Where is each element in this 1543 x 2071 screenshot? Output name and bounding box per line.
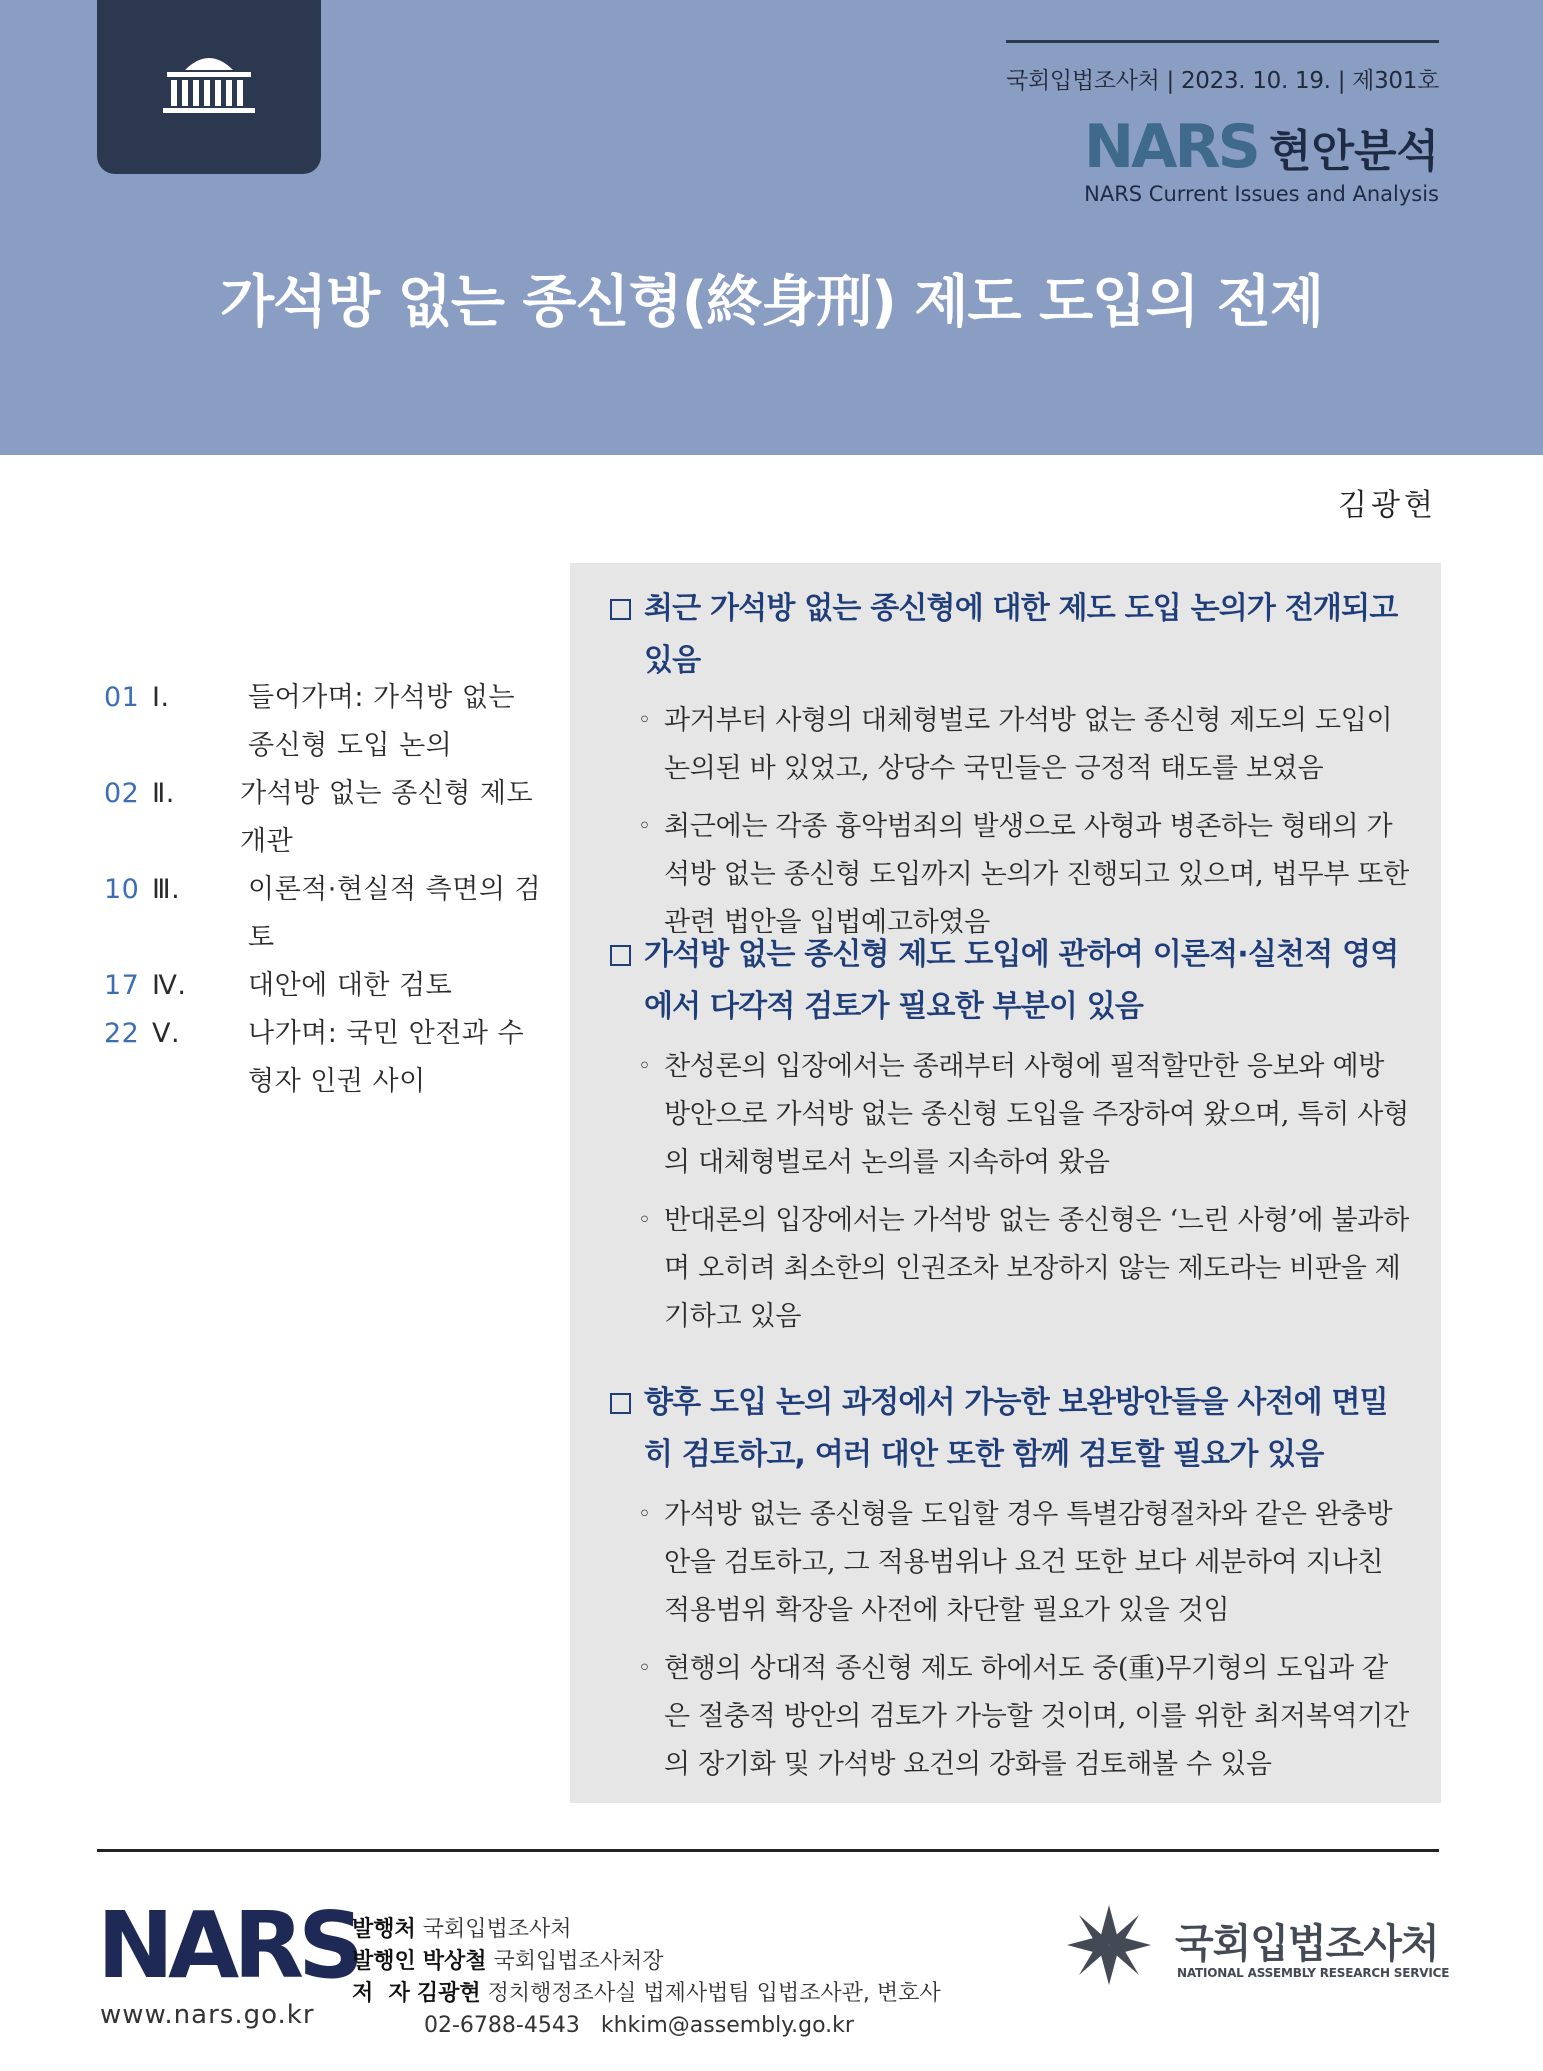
toc-item-label: 가석방 없는 종신형 제도 개관 <box>240 778 534 857</box>
summary-bullet-text: 가석방 없는 종신형을 도입할 경우 특별감형절차와 같은 완충방안을 검토하고, 그 적용범위나 요건 또한 보다 세분하여 지나친 적용범위 확장을 사전에 차단할 필요가 있을 것임 <box>664 1499 1393 1626</box>
issuer-name: 박상철 <box>422 1949 487 1974</box>
section-heading <box>610 929 1410 1033</box>
writer-title: 정치행정조사실 법제사법팀 입법조사관, 변호사 <box>487 1981 941 2006</box>
footer-nars-logo: NARS <box>97 1892 359 1999</box>
section-heading-text: 가석방 없는 종신형 제도 도입에 관하여 이론적·실천적 영역에서 다각적 검토가 필요한 부분이 있음 <box>644 937 1399 1024</box>
toc-roman-numeral: Ⅰ. <box>152 682 170 713</box>
toc-roman-numeral: Ⅱ. <box>152 778 175 809</box>
nars-brand-logo: NARS <box>1083 112 1258 182</box>
summary-bullet-text: 최근에는 각종 흉악범죄의 발생으로 사형과 병존하는 형태의 가석방 없는 종신형 도입까지 논의가 진행되고 있으며, 법무부 또한 관련 법안을 입법예고하였음 <box>664 811 1409 938</box>
meta-rule <box>1006 40 1439 43</box>
writer-name: 김광현 <box>416 1981 481 2006</box>
website-link[interactable]: www.nars.go.kr <box>100 2000 315 2030</box>
summary-section <box>610 583 1410 947</box>
issuer-title: 국회입법조사처장 <box>493 1949 664 1974</box>
summary-bullet <box>610 697 1410 793</box>
bullet-circle-icon: ◦ <box>638 1502 651 1527</box>
section-heading <box>610 583 1410 687</box>
toc-item-label: 나가며: 국민 안전과 수형자 인권 사이 <box>248 1018 525 1097</box>
writer-label: 저 자 <box>352 1981 410 2006</box>
nars-emblem-icon <box>1059 1900 1159 1990</box>
summary-bullet <box>610 1491 1410 1635</box>
toc-item-label: 대안에 대한 검토 <box>248 970 453 1001</box>
checkbox-square-icon <box>610 945 631 966</box>
table-of-contents <box>104 674 544 1106</box>
toc-roman-numeral: Ⅴ. <box>152 1018 181 1049</box>
toc-item[interactable] <box>104 1010 544 1106</box>
summary-section <box>610 1377 1410 1789</box>
section-heading-text: 향후 도입 논의 과정에서 가능한 보완방안들을 사전에 면밀히 검토하고, 여러 대안 또한 함께 검토할 필요가 있음 <box>644 1385 1388 1472</box>
header-banner <box>0 0 1543 455</box>
summary-bullet <box>610 803 1410 947</box>
author-name: 김광현 <box>1338 488 1437 523</box>
toc-roman-numeral: Ⅲ. <box>152 874 181 905</box>
issuer-label: 발행인 <box>352 1949 416 1974</box>
toc-item[interactable] <box>104 962 544 1010</box>
toc-item[interactable] <box>104 770 544 866</box>
summary-box <box>570 563 1441 1803</box>
brand-subtitle: NARS Current Issues and Analysis <box>1084 182 1439 206</box>
toc-item-label: 들어가며: 가석방 없는 종신형 도입 논의 <box>248 682 515 761</box>
institution-logo <box>1059 1900 1450 1990</box>
bullet-circle-icon: ◦ <box>638 1208 651 1233</box>
assembly-building-icon <box>145 40 273 120</box>
contact-info: 02-6788-4543 khkim@assembly.go.kr <box>424 2013 854 2038</box>
toc-roman-numeral: Ⅳ. <box>152 970 187 1001</box>
bullet-circle-icon: ◦ <box>638 814 651 839</box>
header-tab <box>97 0 321 174</box>
toc-item[interactable] <box>104 674 544 770</box>
publisher-label: 발행처 <box>352 1917 416 1942</box>
institution-name-en: NATIONAL ASSEMBLY RESEARCH SERVICE <box>1177 1966 1450 1980</box>
bullet-circle-icon: ◦ <box>638 1656 651 1681</box>
writer-row <box>352 1978 941 2010</box>
publisher-row <box>352 1914 941 1946</box>
checkbox-square-icon <box>610 599 631 620</box>
summary-bullet-text: 찬성론의 입장에서는 종래부터 사형에 필적할만한 응보와 예방 방안으로 가석방 없는 종신형 도입을 주장하여 왔으며, 특히 사형의 대체형벌로서 논의를 지속하여 왔음 <box>664 1051 1409 1178</box>
footer-rule <box>97 1849 1439 1852</box>
toc-page-number: 17 <box>104 970 140 1001</box>
toc-page-number: 10 <box>104 874 140 905</box>
toc-page-number: 22 <box>104 1018 140 1049</box>
summary-bullet-text: 과거부터 사형의 대체형벌로 가석방 없는 종신형 제도의 도입이 논의된 바 있었고, 상당수 국민들은 긍정적 태도를 보였음 <box>664 705 1393 784</box>
publisher-value: 국회입법조사처 <box>422 1917 572 1942</box>
toc-page-number: 02 <box>104 778 140 809</box>
brand-series: 현안분석 <box>1268 126 1439 177</box>
summary-bullet-text: 반대론의 입장에서는 가석방 없는 종신형은 ‘느린 사형’에 불과하며 오히려 최소한의 인권조차 보장하지 않는 제도라는 비판을 제기하고 있음 <box>664 1205 1409 1332</box>
toc-item[interactable] <box>104 866 544 962</box>
publication-info <box>352 1914 941 2042</box>
issue-meta: 국회입법조사처 | 2023. 10. 19. | 제301호 <box>1006 68 1439 94</box>
section-heading-text: 최근 가석방 없는 종신형에 대한 제도 도입 논의가 전개되고 있음 <box>644 591 1398 678</box>
brand-lockup <box>1083 112 1439 182</box>
bullet-circle-icon: ◦ <box>638 1054 651 1079</box>
page-title: 가석방 없는 종신형(終身刑) 제도 도입의 전제 <box>219 270 1324 335</box>
summary-section <box>610 929 1410 1341</box>
toc-item-label: 이론적·현실적 측면의 검토 <box>248 874 542 953</box>
summary-bullet <box>610 1197 1410 1341</box>
checkbox-square-icon <box>610 1393 631 1414</box>
summary-bullet-text: 현행의 상대적 종신형 제도 하에서도 중(重)무기형의 도입과 같은 절충적 방안의 검토가 가능할 것이며, 이를 위한 최저복역기간의 장기화 및 가석방 요건의 강화를 검토해볼 수 있음 <box>664 1653 1409 1780</box>
summary-bullet <box>610 1043 1410 1187</box>
issuer-row <box>352 1946 941 1978</box>
institution-name: 국회입법조사처 <box>1175 1921 1439 1967</box>
section-heading <box>610 1377 1410 1481</box>
bullet-circle-icon: ◦ <box>638 708 651 733</box>
toc-page-number: 01 <box>104 682 140 713</box>
summary-bullet <box>610 1645 1410 1789</box>
